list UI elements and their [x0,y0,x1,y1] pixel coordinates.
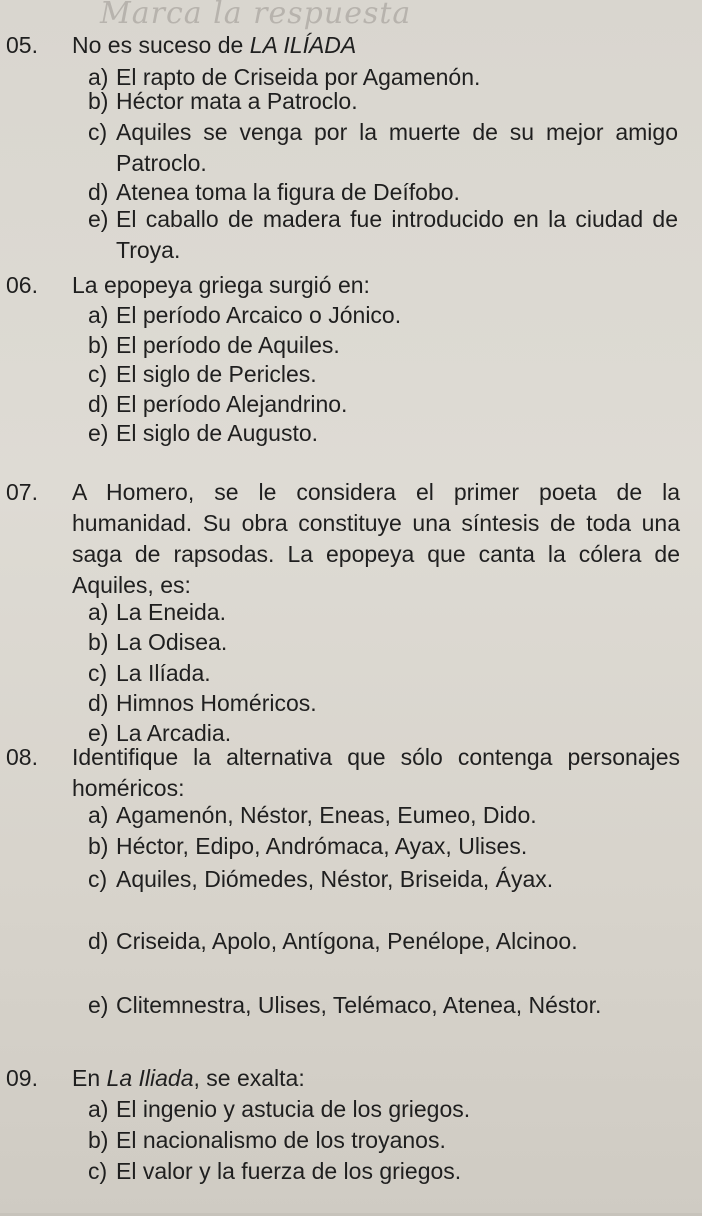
question-number: 09. [6,1065,38,1091]
option-05-e[interactable] [88,204,678,266]
question-stem-emphasis: La Iliada [106,1065,194,1091]
option-letter: d) [88,391,109,417]
option-letter: a) [88,802,109,828]
option-text: Aquiles, Diómedes, Néstor, Briseida, Áyax. [116,866,554,892]
option-letter: d) [88,928,109,954]
option-text: Atenea toma la figura de Deífobo. [116,179,460,205]
question-stem: Identifique la alternativa que sólo contenga personajes homéricos: [72,744,680,801]
option-letter: b) [88,629,109,655]
option-letter: e) [88,992,109,1018]
option-text: El ingenio y astucia de los griegos. [116,1096,471,1122]
option-letter: a) [88,599,109,625]
option-letter: b) [88,88,109,114]
option-text: El valor y la fuerza de los griegos. [116,1158,462,1184]
option-letter: c) [88,119,108,145]
question-stem: A Homero, se le considera el primer poeta de la humanidad. Su obra constituye una síntesis de toda una saga de rapsodas. La epopeya que canta la cólera de Aquiles, es: [72,479,680,598]
option-08-e[interactable] [88,990,678,1021]
option-text: El caballo de madera fue introducido en la ciudad de Troya. [116,206,678,263]
option-07-d[interactable] [88,688,678,719]
option-06-a[interactable] [88,300,678,331]
option-text: Criseida, Apolo, Antígona, Penélope, Alcinoo. [116,928,578,954]
question-stem: No es suceso de LA ILÍADA [72,32,357,58]
option-letter: b) [88,1127,109,1153]
option-letter: e) [88,720,109,746]
option-08-c[interactable] [88,864,678,895]
option-letter: a) [88,1096,109,1122]
option-09-c[interactable] [88,1156,678,1187]
option-letter: c) [88,1158,108,1184]
option-text: Agamenón, Néstor, Eneas, Eumeo, Dido. [116,802,537,828]
option-letter: b) [88,833,109,859]
option-text: El nacionalismo de los troyanos. [116,1127,446,1153]
option-letter: d) [88,690,109,716]
option-text: El siglo de Augusto. [116,420,319,446]
option-letter: e) [88,206,109,232]
option-text: El siglo de Pericles. [116,361,317,387]
option-06-b[interactable] [88,330,678,361]
option-07-c[interactable] [88,658,678,689]
option-text: El período Alejandrino. [116,391,348,417]
question-number: 08. [6,744,38,770]
question-stem: La epopeya griega surgió en: [72,272,370,298]
handwritten-note: Marca la respuesta [100,0,412,31]
option-09-b[interactable] [88,1125,678,1156]
question-number: 06. [6,272,38,298]
question-stem: En La Iliada, se exalta: [72,1065,305,1091]
option-06-c[interactable] [88,359,678,390]
question-number: 07. [6,479,38,505]
option-text: El rapto de Criseida por Agamenón. [116,64,481,90]
option-08-b[interactable] [88,831,678,862]
option-letter: b) [88,332,109,358]
option-letter: d) [88,179,109,205]
option-text: Héctor mata a Patroclo. [116,88,358,114]
question-stem-emphasis: LA ILÍADA [249,32,357,58]
option-08-d[interactable] [88,926,678,957]
option-06-d[interactable] [88,389,678,420]
option-letter: e) [88,420,109,446]
option-text: La Odisea. [116,629,228,655]
option-text: Aquiles se venga por la muerte de su mejor amigo Patroclo. [116,119,678,176]
option-text: La Ilíada. [116,660,211,686]
option-letter: a) [88,64,109,90]
option-text: Clitemnestra, Ulises, Telémaco, Atenea, Néstor. [116,992,602,1018]
option-text: El período de Aquiles. [116,332,340,358]
option-letter: a) [88,302,109,328]
question-number: 05. [6,32,38,58]
option-letter: c) [88,866,108,892]
option-text: Himnos Homéricos. [116,690,317,716]
option-09-a[interactable] [88,1094,678,1125]
option-text: La Eneida. [116,599,226,625]
option-07-a[interactable] [88,597,678,628]
option-05-b[interactable] [88,86,678,117]
option-08-a[interactable] [88,800,678,831]
option-text: La Arcadia. [116,720,232,746]
option-text: El período Arcaico o Jónico. [116,302,402,328]
option-07-b[interactable] [88,627,678,658]
option-text: Héctor, Edipo, Andrómaca, Ayax, Ulises. [116,833,528,859]
option-letter: c) [88,361,108,387]
option-letter: c) [88,660,108,686]
option-06-e[interactable] [88,418,678,449]
option-05-c[interactable] [88,117,678,179]
